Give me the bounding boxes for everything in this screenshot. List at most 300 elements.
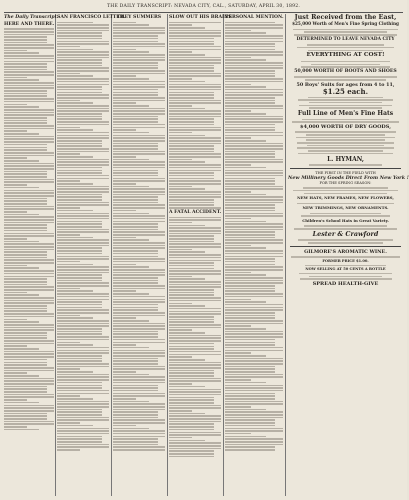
text-line xyxy=(169,335,221,337)
text-line xyxy=(113,46,165,48)
text-line xyxy=(169,313,221,315)
text-line xyxy=(57,140,102,142)
text-line xyxy=(4,163,54,165)
text-line xyxy=(225,213,283,215)
ad-text xyxy=(288,265,403,267)
text-line xyxy=(4,155,54,157)
text-line xyxy=(225,239,283,241)
text-line xyxy=(57,304,102,306)
text-line xyxy=(57,59,102,61)
text-line xyxy=(57,105,109,107)
text-line xyxy=(57,325,109,327)
text-line xyxy=(113,22,136,24)
text-line xyxy=(57,78,109,80)
text-line xyxy=(113,210,136,212)
text-line xyxy=(307,44,384,46)
text-line xyxy=(169,135,205,137)
text-line xyxy=(113,409,165,411)
text-line xyxy=(169,86,221,88)
text-line xyxy=(113,124,165,126)
text-line xyxy=(225,328,266,330)
text-line xyxy=(57,137,109,139)
text-line xyxy=(225,307,283,309)
text-line xyxy=(113,430,165,432)
text-line xyxy=(113,237,136,239)
text-line xyxy=(169,324,221,326)
column-1 xyxy=(4,14,59,496)
text-line xyxy=(57,323,109,325)
text-line xyxy=(57,32,102,34)
text-line xyxy=(57,328,102,330)
text-line xyxy=(113,347,149,349)
text-line xyxy=(225,140,266,142)
text-line xyxy=(113,307,158,309)
text-line xyxy=(225,59,266,61)
text-line xyxy=(169,327,221,329)
text-line xyxy=(225,159,283,161)
text-line xyxy=(225,127,275,129)
text-line xyxy=(169,230,221,232)
ad-headline: SPREAD HEALTH-GIVE xyxy=(312,281,379,288)
text-line xyxy=(57,143,102,145)
text-line xyxy=(113,360,158,362)
text-line xyxy=(113,304,158,306)
text-line xyxy=(169,27,205,29)
text-line xyxy=(169,70,214,72)
text-line xyxy=(169,233,221,235)
text-line xyxy=(57,170,102,172)
text-line xyxy=(113,75,136,77)
text-line xyxy=(169,178,214,180)
text-line xyxy=(225,186,283,188)
text-line xyxy=(57,441,102,443)
article-text xyxy=(169,217,221,458)
text-line xyxy=(225,417,283,419)
text-line xyxy=(4,55,54,57)
text-line xyxy=(169,364,221,366)
text-line xyxy=(57,57,109,59)
text-line xyxy=(225,323,283,325)
text-line xyxy=(169,305,205,307)
text-line xyxy=(4,168,54,170)
ad-line: THE FIRST IN THE FIELD WITH xyxy=(315,170,376,175)
text-line xyxy=(225,43,275,45)
text-line xyxy=(292,121,399,123)
text-line xyxy=(4,413,47,415)
text-line xyxy=(4,192,54,194)
text-line xyxy=(57,382,102,384)
text-line xyxy=(225,116,283,118)
text-line xyxy=(225,288,275,290)
text-line xyxy=(113,444,158,446)
text-line xyxy=(57,121,109,123)
text-line xyxy=(296,137,395,139)
text-line xyxy=(57,344,93,346)
text-line xyxy=(311,64,380,66)
ad-text xyxy=(288,131,403,154)
text-line xyxy=(169,222,192,224)
text-line xyxy=(57,269,109,271)
text-line xyxy=(57,264,93,266)
text-line xyxy=(4,214,39,216)
ad-text xyxy=(288,203,403,205)
text-line xyxy=(4,391,47,393)
text-line xyxy=(113,425,136,427)
text-line xyxy=(225,350,283,352)
text-line xyxy=(57,247,102,249)
text-line xyxy=(4,238,27,240)
text-line xyxy=(169,397,214,399)
text-line xyxy=(225,339,275,341)
text-line xyxy=(225,272,251,274)
text-line xyxy=(4,388,47,390)
text-line xyxy=(57,100,80,102)
text-line xyxy=(4,370,54,372)
text-line xyxy=(225,312,275,314)
ad-text xyxy=(288,44,403,51)
text-line xyxy=(113,199,158,201)
text-line xyxy=(297,142,395,144)
text-line xyxy=(113,379,165,381)
text-line xyxy=(299,105,392,107)
text-line xyxy=(169,453,214,455)
text-line xyxy=(57,320,109,322)
text-line xyxy=(169,442,221,444)
text-line xyxy=(225,256,283,258)
text-line xyxy=(4,152,54,154)
text-line xyxy=(225,274,266,276)
text-line xyxy=(225,234,275,236)
text-line xyxy=(4,130,27,132)
text-line xyxy=(169,153,221,155)
text-line xyxy=(113,167,165,169)
text-line xyxy=(4,308,47,310)
text-line xyxy=(225,382,266,384)
text-line xyxy=(4,297,54,299)
text-line xyxy=(113,256,158,258)
text-line xyxy=(4,289,54,291)
text-line xyxy=(225,210,275,212)
text-line xyxy=(169,351,221,353)
text-line xyxy=(4,28,54,30)
text-line xyxy=(113,366,165,368)
ad-headline: EVERYTHING AT COST! xyxy=(306,52,385,59)
text-line xyxy=(57,75,93,77)
text-line xyxy=(113,140,165,142)
text-line xyxy=(113,422,165,424)
text-line xyxy=(169,183,221,185)
text-line xyxy=(299,273,392,275)
text-line xyxy=(4,101,54,103)
text-line xyxy=(113,180,165,182)
text-line xyxy=(4,95,47,97)
text-line xyxy=(57,215,109,217)
text-line xyxy=(113,191,165,193)
text-line xyxy=(113,403,165,405)
text-line xyxy=(225,84,251,86)
text-line xyxy=(4,267,39,269)
text-line xyxy=(169,217,221,219)
text-line xyxy=(4,278,47,280)
text-line xyxy=(4,380,54,382)
text-line xyxy=(113,97,165,99)
text-line xyxy=(4,383,54,385)
text-line xyxy=(291,256,399,258)
text-line xyxy=(225,35,283,37)
text-line xyxy=(57,366,109,368)
text-line xyxy=(225,57,251,59)
text-line xyxy=(4,251,47,253)
text-line xyxy=(169,54,205,56)
text-line xyxy=(57,433,109,435)
text-line xyxy=(113,188,165,190)
text-line xyxy=(4,157,27,159)
text-line xyxy=(307,145,384,147)
text-line xyxy=(57,355,102,357)
text-line xyxy=(169,170,221,172)
text-line xyxy=(225,30,251,32)
text-line xyxy=(169,386,205,388)
text-line xyxy=(169,389,221,391)
text-line xyxy=(57,358,102,360)
column-heading: The Daily Transcript. xyxy=(4,15,59,20)
text-line xyxy=(113,92,158,94)
text-line xyxy=(4,316,54,318)
text-line xyxy=(113,336,158,338)
column-3 xyxy=(113,14,165,496)
text-line xyxy=(225,183,275,185)
text-line xyxy=(57,272,109,274)
text-line xyxy=(57,161,109,163)
text-line xyxy=(113,113,165,115)
column-heading: SLOW OUT HIS BRAINS xyxy=(169,15,232,20)
text-line xyxy=(169,268,214,270)
text-line xyxy=(4,335,47,337)
text-line xyxy=(113,143,158,145)
text-line xyxy=(4,372,27,374)
text-line xyxy=(113,183,136,185)
ad-text xyxy=(288,213,403,217)
text-line xyxy=(169,294,214,296)
text-line xyxy=(225,441,283,443)
text-line xyxy=(57,164,109,166)
text-line xyxy=(57,110,109,112)
text-line xyxy=(113,108,165,110)
text-line xyxy=(113,312,165,314)
text-line xyxy=(4,112,54,114)
text-line xyxy=(57,129,93,131)
text-line xyxy=(57,296,109,298)
text-line xyxy=(4,386,47,388)
text-line xyxy=(57,250,102,252)
text-line xyxy=(57,30,109,32)
text-line xyxy=(169,57,221,59)
text-line xyxy=(225,438,283,440)
text-line xyxy=(113,100,165,102)
text-line xyxy=(57,374,109,376)
text-line xyxy=(169,278,205,280)
text-line xyxy=(309,276,381,278)
text-line xyxy=(169,316,214,318)
text-line xyxy=(57,425,93,427)
text-line xyxy=(113,245,165,247)
text-line xyxy=(57,428,109,430)
ad-line: NOW SELLING AT 50 CENTS A BOTTLE xyxy=(305,267,386,272)
text-line xyxy=(113,110,165,112)
text-line xyxy=(225,221,266,223)
text-line xyxy=(113,258,165,260)
text-line xyxy=(169,402,214,404)
text-line xyxy=(57,116,102,118)
text-line xyxy=(225,293,283,295)
ad-text xyxy=(288,164,403,166)
text-line xyxy=(113,374,149,376)
text-line xyxy=(225,425,275,427)
text-line xyxy=(169,311,221,313)
text-line xyxy=(225,231,275,233)
text-line xyxy=(225,89,283,91)
text-line xyxy=(169,407,221,409)
text-line xyxy=(4,52,39,54)
text-line xyxy=(113,161,165,163)
text-line xyxy=(57,414,102,416)
text-line xyxy=(169,418,221,420)
text-line xyxy=(305,265,386,267)
text-line xyxy=(57,135,109,137)
text-line xyxy=(113,172,158,174)
text-line xyxy=(169,49,221,51)
text-line xyxy=(302,119,389,121)
text-line xyxy=(225,290,275,292)
text-line xyxy=(225,188,283,190)
text-line xyxy=(57,213,109,215)
text-line xyxy=(225,73,275,75)
ad-line: DETERMINED TO LEAVE NEVADA CITY xyxy=(296,36,395,42)
text-line xyxy=(4,128,54,130)
text-line xyxy=(113,277,158,279)
text-line xyxy=(169,246,221,248)
text-line xyxy=(4,337,47,339)
text-line xyxy=(57,430,109,432)
text-line xyxy=(169,235,214,237)
text-line xyxy=(169,32,221,34)
text-line xyxy=(308,150,384,152)
text-line xyxy=(169,118,214,120)
text-line xyxy=(113,317,136,319)
text-line xyxy=(4,34,54,36)
column-heading: PERSONAL MENTION. xyxy=(225,15,284,20)
text-line xyxy=(57,172,102,174)
text-line xyxy=(57,390,109,392)
text-line xyxy=(113,94,158,96)
text-line xyxy=(113,81,165,83)
text-line xyxy=(4,47,54,49)
text-line xyxy=(4,224,47,226)
text-line xyxy=(4,407,54,409)
text-line xyxy=(113,116,158,118)
column-2 xyxy=(57,14,126,496)
text-line xyxy=(113,175,158,177)
text-line xyxy=(57,403,109,405)
text-line xyxy=(225,309,283,311)
text-line xyxy=(225,161,283,163)
text-line xyxy=(4,165,54,167)
text-line xyxy=(57,204,109,206)
text-line xyxy=(297,147,394,149)
text-line xyxy=(225,51,283,53)
text-line xyxy=(303,187,388,189)
text-line xyxy=(57,282,109,284)
text-line xyxy=(57,274,102,276)
text-line xyxy=(113,84,165,86)
text-line xyxy=(225,54,283,56)
text-line xyxy=(4,69,47,71)
text-line xyxy=(113,387,158,389)
text-line xyxy=(4,187,39,189)
text-line xyxy=(4,98,54,100)
text-line xyxy=(4,359,47,361)
text-line xyxy=(4,160,39,162)
text-line xyxy=(57,368,80,370)
text-line xyxy=(4,356,54,358)
text-line xyxy=(169,440,205,442)
text-line xyxy=(4,281,47,283)
text-line xyxy=(113,159,149,161)
text-line xyxy=(169,410,192,412)
text-line xyxy=(113,288,165,290)
text-line xyxy=(113,221,165,223)
text-line xyxy=(225,264,275,266)
text-line xyxy=(113,57,165,59)
text-line xyxy=(225,175,283,177)
text-line xyxy=(298,153,393,155)
text-line xyxy=(225,167,266,169)
text-line xyxy=(169,78,192,80)
text-line xyxy=(113,438,158,440)
text-line xyxy=(4,141,54,143)
text-line xyxy=(4,216,54,218)
text-line xyxy=(225,153,275,155)
text-line xyxy=(225,164,251,166)
text-line xyxy=(57,84,109,86)
text-line xyxy=(294,34,398,36)
text-line xyxy=(4,249,54,251)
text-line xyxy=(298,239,393,241)
text-line xyxy=(4,42,47,44)
text-line xyxy=(225,229,283,231)
text-line xyxy=(169,65,214,67)
text-line xyxy=(57,43,109,45)
text-line xyxy=(113,215,165,217)
text-line xyxy=(113,339,165,341)
text-line xyxy=(225,204,275,206)
text-line xyxy=(4,233,54,235)
text-line xyxy=(169,367,221,369)
text-line xyxy=(4,324,54,326)
article-text xyxy=(4,28,54,430)
text-line xyxy=(169,145,214,147)
text-line xyxy=(169,405,221,407)
text-line xyxy=(169,100,221,102)
text-line xyxy=(113,118,158,120)
text-line xyxy=(57,38,102,40)
text-line xyxy=(309,102,383,104)
text-line xyxy=(113,280,158,282)
text-line xyxy=(169,73,221,75)
text-line xyxy=(4,321,39,323)
text-line xyxy=(113,274,165,276)
text-line xyxy=(113,247,165,249)
